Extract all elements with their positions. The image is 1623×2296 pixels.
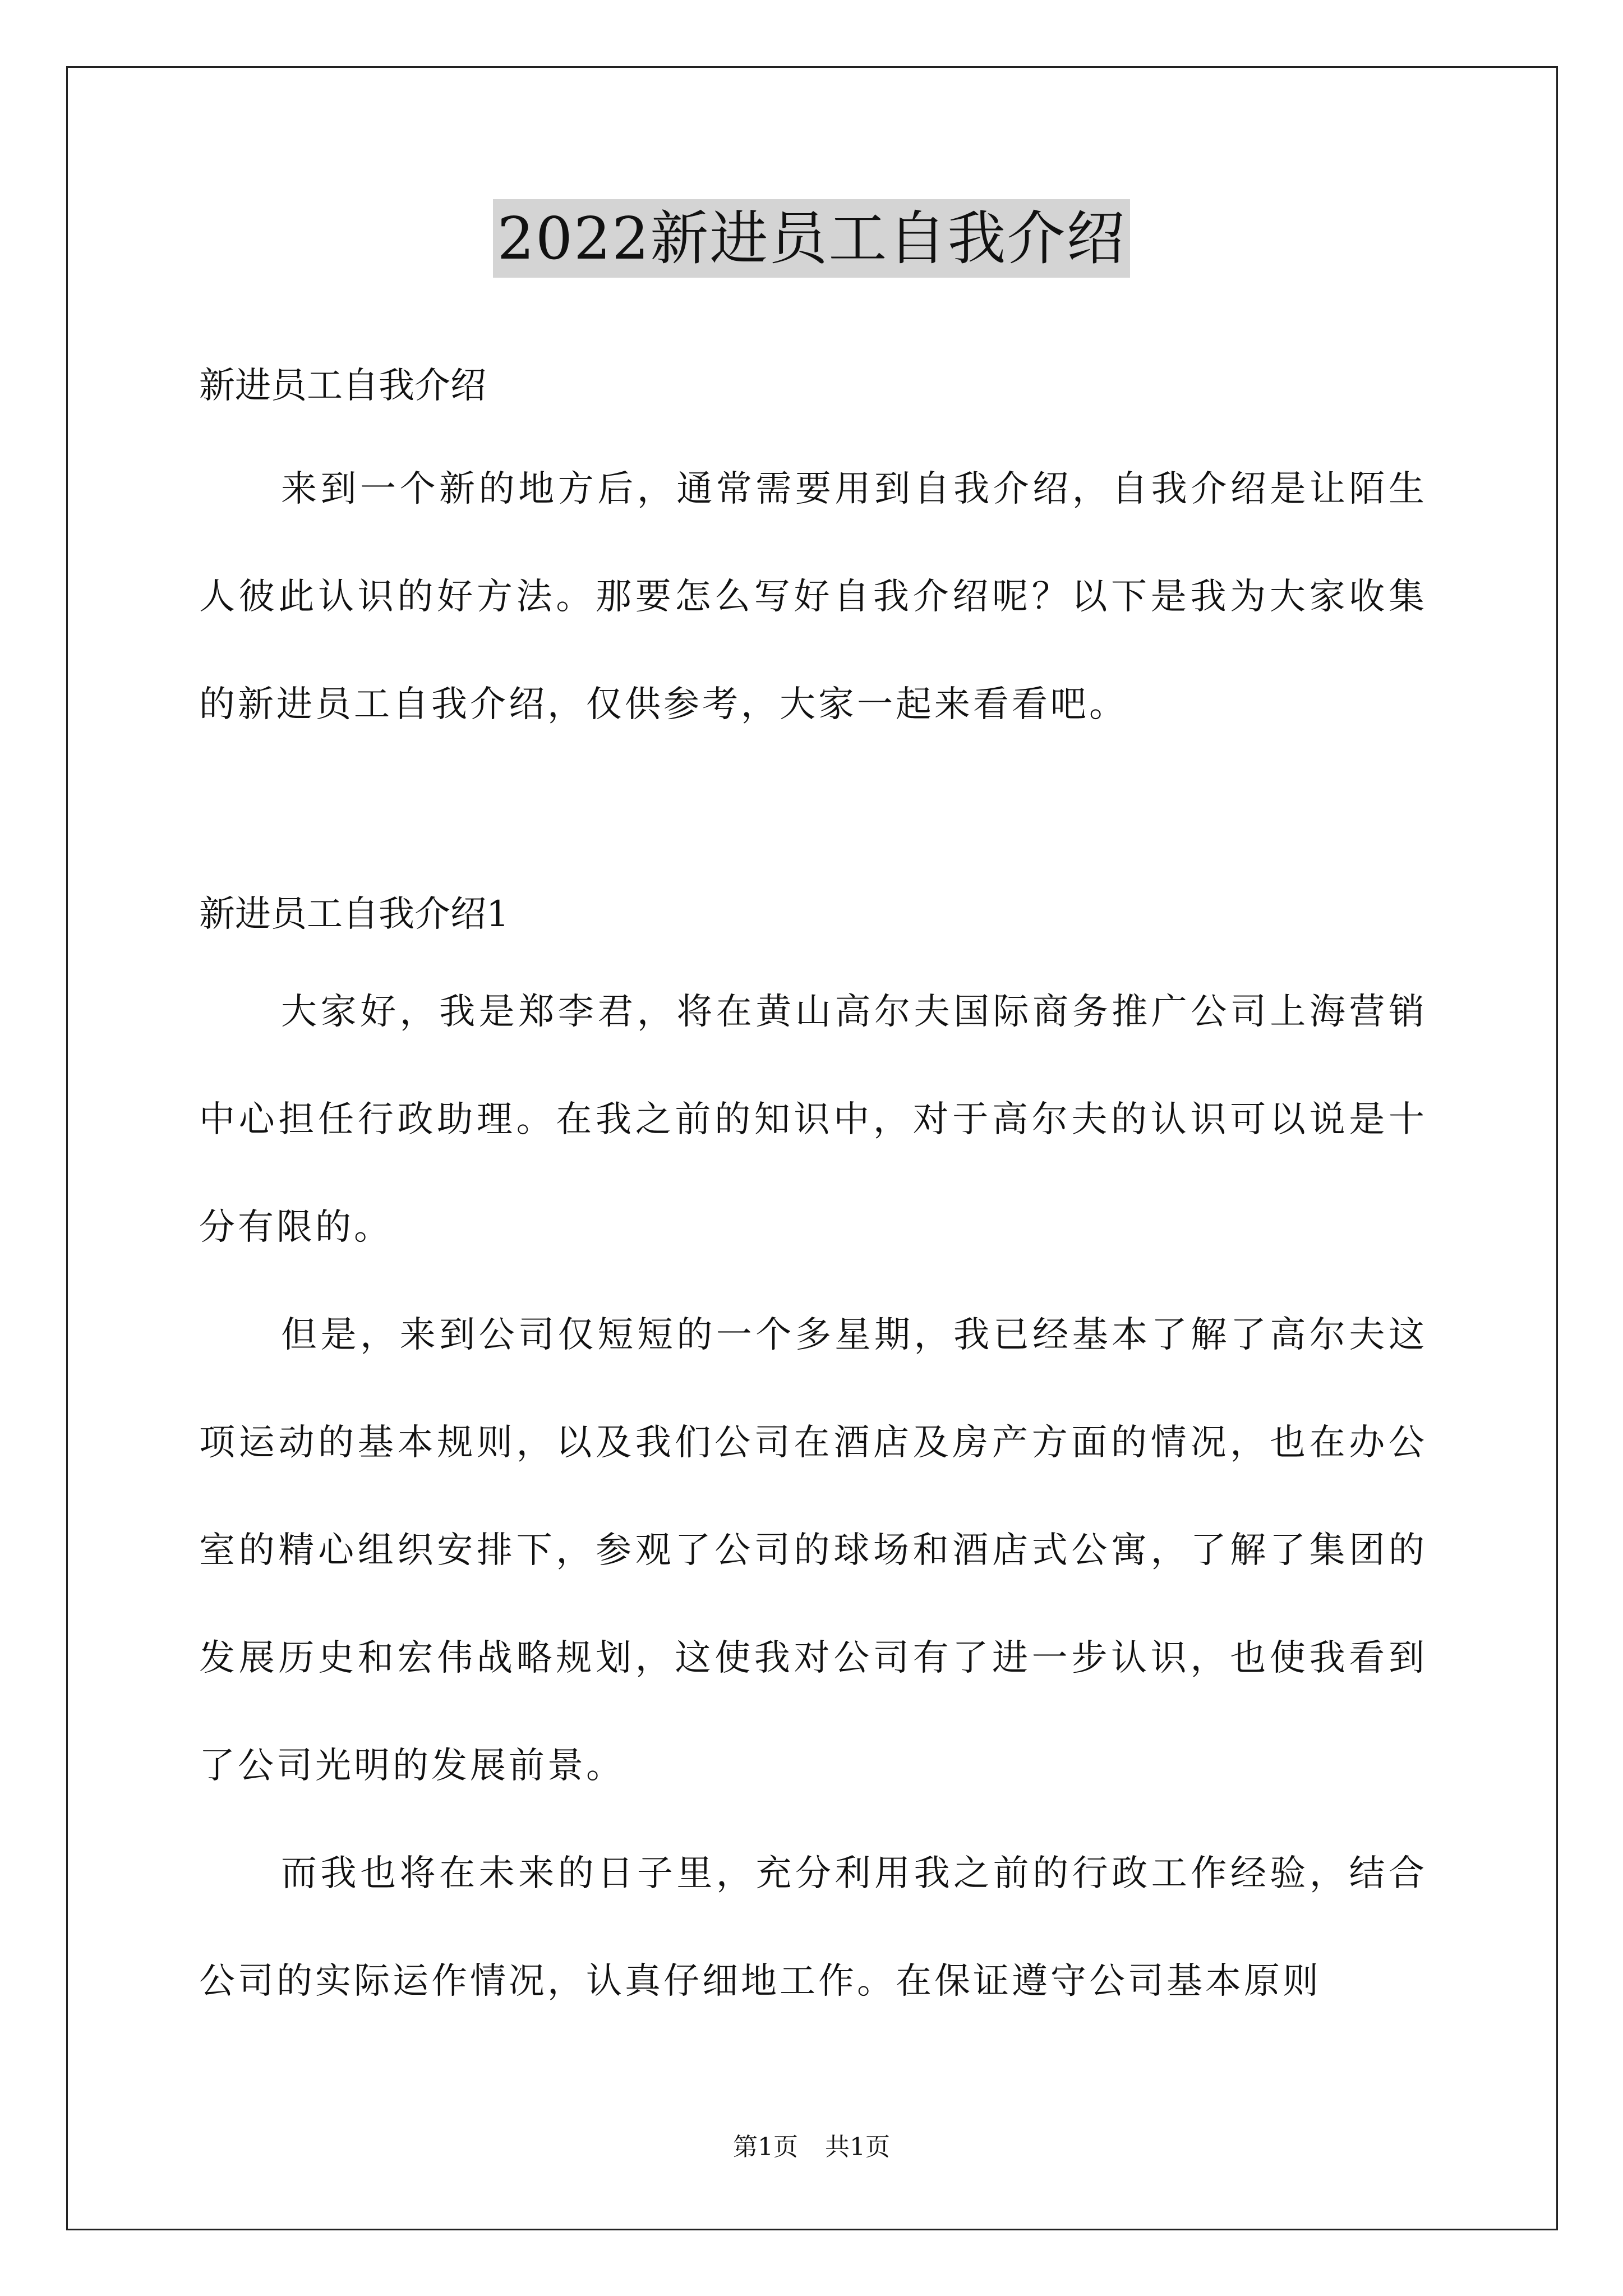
section-heading: 新进员工自我介绍1 <box>199 894 509 935</box>
document-body <box>199 314 1427 2035</box>
intro-paragraph: 来到一个新的地方后，通常需要用到自我介绍，自我介绍是让陌生人彼此认识的好方法。那要怎么写好自我介绍呢？以下是我为大家收集的新进员工自我介绍，仅供参考，大家一起来看看吧。 <box>199 468 1427 725</box>
page-number-total: 共1页 <box>825 2133 890 2161</box>
page-number-current: 第1页 <box>733 2133 798 2161</box>
body-paragraph-3: 而我也将在未来的日子里，充分利用我之前的行政工作经验，结合公司的实际运作情况，认真仔细地工作。在保证遵守公司基本原则 <box>199 1853 1427 2002</box>
body-paragraph-2: 但是，来到公司仅短短的一个多星期，我已经基本了解了高尔夫这项运动的基本规则，以及我们公司在酒店及房产方面的情况，也在办公室的精心组织安排下，参观了公司的球场和酒店式公寓，了解了集团的发展历史和宏伟战略规划，这使我对公司有了进一步认识，也使我看到了公司光明的发展前景。 <box>199 1314 1427 1787</box>
title-container <box>0 199 1623 278</box>
body-paragraph-1: 大家好，我是郑李君，将在黄山高尔夫国际商务推广公司上海营销中心担任行政助理。在我之前的知识中，对于高尔夫的认识可以说是十分有限的。 <box>199 991 1427 1248</box>
document-title: 2022新进员工自我介绍 <box>493 199 1131 278</box>
subtitle-heading: 新进员工自我介绍 <box>199 365 486 407</box>
page-footer <box>0 2131 1623 2164</box>
